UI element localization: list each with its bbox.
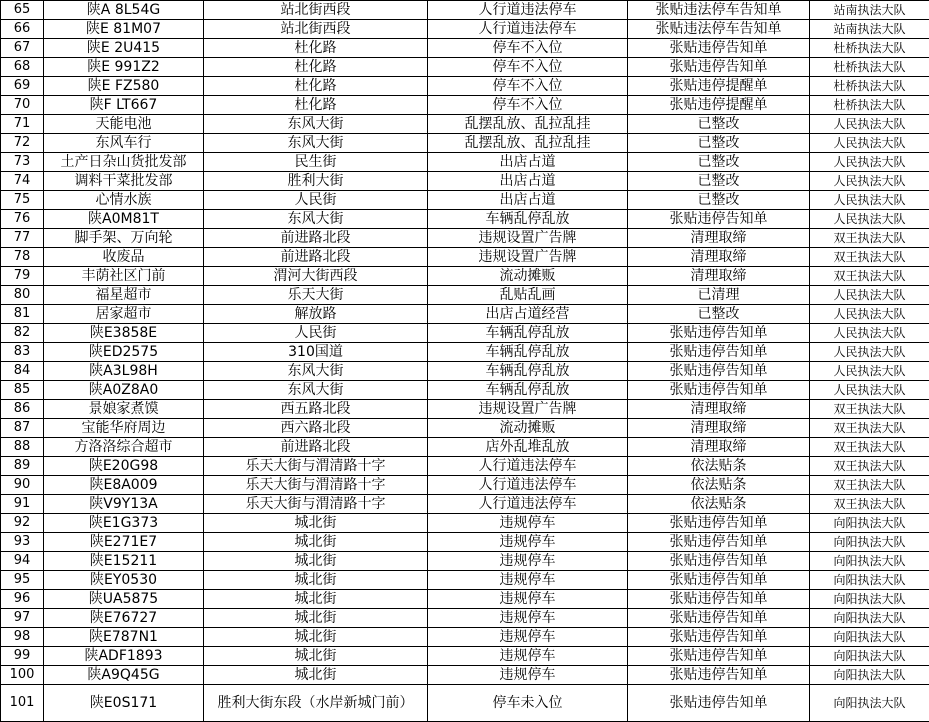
action-cell: 张贴违停告知单 xyxy=(628,666,810,685)
issue-cell: 流动摊贩 xyxy=(428,419,628,438)
issue-cell: 违规停车 xyxy=(428,514,628,533)
team-cell: 人民执法大队 xyxy=(810,115,929,134)
row-number-cell: 74 xyxy=(1,172,44,191)
action-cell: 张贴违停告知单 xyxy=(628,571,810,590)
row-number-cell: 73 xyxy=(1,153,44,172)
subject-cell: 心情水族 xyxy=(44,191,204,210)
team-cell: 双王执法大队 xyxy=(810,476,929,495)
action-cell: 张贴违停告知单 xyxy=(628,628,810,647)
table-row xyxy=(1,134,929,153)
action-cell: 清理取缔 xyxy=(628,400,810,419)
row-number-cell: 69 xyxy=(1,77,44,96)
table-row xyxy=(1,362,929,381)
table-row xyxy=(1,115,929,134)
location-cell: 城北街 xyxy=(204,590,428,609)
action-cell: 已清理 xyxy=(628,286,810,305)
issue-cell: 违规停车 xyxy=(428,609,628,628)
subject-cell: 陕EY0530 xyxy=(44,571,204,590)
location-cell: 西五路北段 xyxy=(204,400,428,419)
row-number-cell: 100 xyxy=(1,666,44,685)
issue-cell: 出店占道 xyxy=(428,153,628,172)
table-row xyxy=(1,514,929,533)
action-cell: 张贴违停告知单 xyxy=(628,552,810,571)
subject-cell: 土产日杂山货批发部 xyxy=(44,153,204,172)
subject-cell: 景娘家煮馍 xyxy=(44,400,204,419)
action-cell: 已整改 xyxy=(628,153,810,172)
team-cell: 双王执法大队 xyxy=(810,267,929,286)
issue-cell: 违规设置广告牌 xyxy=(428,248,628,267)
issue-cell: 出店占道经营 xyxy=(428,305,628,324)
row-number-cell: 94 xyxy=(1,552,44,571)
row-number-cell: 77 xyxy=(1,229,44,248)
location-cell: 杜化路 xyxy=(204,39,428,58)
table-row xyxy=(1,476,929,495)
table-row xyxy=(1,58,929,77)
subject-cell: 陕F LT667 xyxy=(44,96,204,115)
action-cell: 张贴违停告知单 xyxy=(628,685,810,722)
issue-cell: 停车不入位 xyxy=(428,96,628,115)
team-cell: 站南执法大队 xyxy=(810,20,929,39)
table-row xyxy=(1,20,929,39)
action-cell: 清理取缔 xyxy=(628,419,810,438)
subject-cell: 天能电池 xyxy=(44,115,204,134)
action-cell: 张贴违停告知单 xyxy=(628,343,810,362)
team-cell: 双王执法大队 xyxy=(810,229,929,248)
subject-cell: 居家超市 xyxy=(44,305,204,324)
subject-cell: 陕A 8L54G xyxy=(44,1,204,20)
location-cell: 东风大街 xyxy=(204,381,428,400)
team-cell: 向阳执法大队 xyxy=(810,552,929,571)
row-number-cell: 81 xyxy=(1,305,44,324)
issue-cell: 出店占道 xyxy=(428,172,628,191)
subject-cell: 陕E3858E xyxy=(44,324,204,343)
team-cell: 人民执法大队 xyxy=(810,191,929,210)
action-cell: 已整改 xyxy=(628,115,810,134)
team-cell: 人民执法大队 xyxy=(810,381,929,400)
subject-cell: 陕E76727 xyxy=(44,609,204,628)
table-row xyxy=(1,400,929,419)
issue-cell: 车辆乱停乱放 xyxy=(428,362,628,381)
issue-cell: 车辆乱停乱放 xyxy=(428,381,628,400)
team-cell: 向阳执法大队 xyxy=(810,685,929,722)
subject-cell: 陕E 2U415 xyxy=(44,39,204,58)
action-cell: 张贴违停告知单 xyxy=(628,58,810,77)
location-cell: 310国道 xyxy=(204,343,428,362)
location-cell: 站北街西段 xyxy=(204,1,428,20)
row-number-cell: 92 xyxy=(1,514,44,533)
row-number-cell: 88 xyxy=(1,438,44,457)
row-number-cell: 82 xyxy=(1,324,44,343)
row-number-cell: 70 xyxy=(1,96,44,115)
action-cell: 已整改 xyxy=(628,191,810,210)
action-cell: 张贴违停告知单 xyxy=(628,362,810,381)
issue-cell: 违规停车 xyxy=(428,533,628,552)
team-cell: 人民执法大队 xyxy=(810,343,929,362)
row-number-cell: 99 xyxy=(1,647,44,666)
table-row xyxy=(1,324,929,343)
row-number-cell: 68 xyxy=(1,58,44,77)
subject-cell: 陕E1G373 xyxy=(44,514,204,533)
team-cell: 人民执法大队 xyxy=(810,362,929,381)
issue-cell: 停车不入位 xyxy=(428,77,628,96)
row-number-cell: 89 xyxy=(1,457,44,476)
action-cell: 已整改 xyxy=(628,134,810,153)
action-cell: 依法贴条 xyxy=(628,476,810,495)
row-number-cell: 97 xyxy=(1,609,44,628)
table-row xyxy=(1,248,929,267)
row-number-cell: 84 xyxy=(1,362,44,381)
location-cell: 城北街 xyxy=(204,628,428,647)
table-row xyxy=(1,552,929,571)
subject-cell: 陕E0S171 xyxy=(44,685,204,722)
action-cell: 张贴违停告知单 xyxy=(628,210,810,229)
issue-cell: 车辆乱停乱放 xyxy=(428,343,628,362)
row-number-cell: 79 xyxy=(1,267,44,286)
location-cell: 东风大街 xyxy=(204,134,428,153)
row-number-cell: 86 xyxy=(1,400,44,419)
location-cell: 东风大街 xyxy=(204,210,428,229)
table-row xyxy=(1,438,929,457)
location-cell: 西六路北段 xyxy=(204,419,428,438)
table-row xyxy=(1,191,929,210)
team-cell: 人民执法大队 xyxy=(810,210,929,229)
issue-cell: 违规停车 xyxy=(428,571,628,590)
team-cell: 双王执法大队 xyxy=(810,419,929,438)
action-cell: 清理取缔 xyxy=(628,438,810,457)
team-cell: 杜桥执法大队 xyxy=(810,77,929,96)
team-cell: 向阳执法大队 xyxy=(810,609,929,628)
team-cell: 站南执法大队 xyxy=(810,1,929,20)
team-cell: 双王执法大队 xyxy=(810,495,929,514)
subject-cell: 陕E 991Z2 xyxy=(44,58,204,77)
row-number-cell: 91 xyxy=(1,495,44,514)
team-cell: 双王执法大队 xyxy=(810,457,929,476)
records-table-body xyxy=(1,1,929,722)
team-cell: 向阳执法大队 xyxy=(810,571,929,590)
row-number-cell: 72 xyxy=(1,134,44,153)
table-row xyxy=(1,267,929,286)
subject-cell: 陕E15211 xyxy=(44,552,204,571)
location-cell: 城北街 xyxy=(204,571,428,590)
table-row xyxy=(1,685,929,722)
table-row xyxy=(1,305,929,324)
subject-cell: 脚手架、万向轮 xyxy=(44,229,204,248)
subject-cell: 陕E FZ580 xyxy=(44,77,204,96)
team-cell: 向阳执法大队 xyxy=(810,647,929,666)
issue-cell: 店外乱堆乱放 xyxy=(428,438,628,457)
subject-cell: 陕E271E7 xyxy=(44,533,204,552)
action-cell: 张贴违停告知单 xyxy=(628,533,810,552)
team-cell: 杜桥执法大队 xyxy=(810,58,929,77)
location-cell: 东风大街 xyxy=(204,362,428,381)
action-cell: 张贴违停告知单 xyxy=(628,590,810,609)
location-cell: 胜利大街东段（水岸新城门前） xyxy=(204,685,428,722)
table-row xyxy=(1,419,929,438)
subject-cell: 陕ADF1893 xyxy=(44,647,204,666)
table-row xyxy=(1,286,929,305)
team-cell: 人民执法大队 xyxy=(810,134,929,153)
subject-cell: 陕E787N1 xyxy=(44,628,204,647)
issue-cell: 车辆乱停乱放 xyxy=(428,210,628,229)
table-row xyxy=(1,210,929,229)
location-cell: 城北街 xyxy=(204,552,428,571)
subject-cell: 福星超市 xyxy=(44,286,204,305)
action-cell: 张贴违停告知单 xyxy=(628,647,810,666)
row-number-cell: 93 xyxy=(1,533,44,552)
subject-cell: 丰荫社区门前 xyxy=(44,267,204,286)
issue-cell: 违规设置广告牌 xyxy=(428,229,628,248)
issue-cell: 停车未入位 xyxy=(428,685,628,722)
location-cell: 民生街 xyxy=(204,153,428,172)
action-cell: 张贴违停提醒单 xyxy=(628,96,810,115)
location-cell: 胜利大街 xyxy=(204,172,428,191)
table-row xyxy=(1,495,929,514)
team-cell: 向阳执法大队 xyxy=(810,514,929,533)
table-row xyxy=(1,457,929,476)
action-cell: 张贴违停告知单 xyxy=(628,609,810,628)
issue-cell: 违规停车 xyxy=(428,628,628,647)
issue-cell: 人行道违法停车 xyxy=(428,20,628,39)
location-cell: 城北街 xyxy=(204,666,428,685)
subject-cell: 方洛洛综合超市 xyxy=(44,438,204,457)
action-cell: 张贴违法停车告知单 xyxy=(628,1,810,20)
action-cell: 清理取缔 xyxy=(628,248,810,267)
team-cell: 人民执法大队 xyxy=(810,286,929,305)
table-row xyxy=(1,647,929,666)
location-cell: 人民街 xyxy=(204,324,428,343)
issue-cell: 乱摆乱放、乱拉乱挂 xyxy=(428,134,628,153)
table-row xyxy=(1,343,929,362)
team-cell: 向阳执法大队 xyxy=(810,666,929,685)
issue-cell: 人行道违法停车 xyxy=(428,495,628,514)
location-cell: 前进路北段 xyxy=(204,438,428,457)
table-row xyxy=(1,77,929,96)
location-cell: 杜化路 xyxy=(204,77,428,96)
action-cell: 清理取缔 xyxy=(628,267,810,286)
team-cell: 人民执法大队 xyxy=(810,324,929,343)
issue-cell: 出店占道 xyxy=(428,191,628,210)
subject-cell: 收废品 xyxy=(44,248,204,267)
subject-cell: 陕A9Q45G xyxy=(44,666,204,685)
subject-cell: 陕E 81M07 xyxy=(44,20,204,39)
location-cell: 杜化路 xyxy=(204,58,428,77)
action-cell: 张贴违法停车告知单 xyxy=(628,20,810,39)
location-cell: 人民街 xyxy=(204,191,428,210)
issue-cell: 人行道违法停车 xyxy=(428,476,628,495)
subject-cell: 陕E8A009 xyxy=(44,476,204,495)
action-cell: 张贴违停提醒单 xyxy=(628,77,810,96)
action-cell: 已整改 xyxy=(628,305,810,324)
row-number-cell: 95 xyxy=(1,571,44,590)
issue-cell: 违规停车 xyxy=(428,666,628,685)
issue-cell: 停车不入位 xyxy=(428,39,628,58)
location-cell: 乐天大街与渭清路十字 xyxy=(204,457,428,476)
location-cell: 城北街 xyxy=(204,533,428,552)
team-cell: 向阳执法大队 xyxy=(810,590,929,609)
team-cell: 人民执法大队 xyxy=(810,172,929,191)
row-number-cell: 78 xyxy=(1,248,44,267)
table-row xyxy=(1,628,929,647)
team-cell: 杜桥执法大队 xyxy=(810,39,929,58)
team-cell: 向阳执法大队 xyxy=(810,533,929,552)
location-cell: 站北街西段 xyxy=(204,20,428,39)
subject-cell: 调料干菜批发部 xyxy=(44,172,204,191)
location-cell: 城北街 xyxy=(204,514,428,533)
row-number-cell: 98 xyxy=(1,628,44,647)
issue-cell: 流动摊贩 xyxy=(428,267,628,286)
team-cell: 人民执法大队 xyxy=(810,153,929,172)
issue-cell: 停车不入位 xyxy=(428,58,628,77)
action-cell: 张贴违停告知单 xyxy=(628,381,810,400)
row-number-cell: 80 xyxy=(1,286,44,305)
location-cell: 东风大街 xyxy=(204,115,428,134)
table-row xyxy=(1,1,929,20)
issue-cell: 乱摆乱放、乱拉乱挂 xyxy=(428,115,628,134)
table-row xyxy=(1,172,929,191)
team-cell: 双王执法大队 xyxy=(810,248,929,267)
issue-cell: 人行道违法停车 xyxy=(428,1,628,20)
issue-cell: 违规停车 xyxy=(428,552,628,571)
row-number-cell: 66 xyxy=(1,20,44,39)
team-cell: 向阳执法大队 xyxy=(810,628,929,647)
issue-cell: 乱贴乱画 xyxy=(428,286,628,305)
location-cell: 前进路北段 xyxy=(204,229,428,248)
action-cell: 依法贴条 xyxy=(628,457,810,476)
subject-cell: 陕A3L98H xyxy=(44,362,204,381)
table-row xyxy=(1,96,929,115)
subject-cell: 陕ED2575 xyxy=(44,343,204,362)
location-cell: 杜化路 xyxy=(204,96,428,115)
team-cell: 杜桥执法大队 xyxy=(810,96,929,115)
location-cell: 乐天大街与渭清路十字 xyxy=(204,495,428,514)
row-number-cell: 87 xyxy=(1,419,44,438)
location-cell: 乐天大街 xyxy=(204,286,428,305)
action-cell: 张贴违停告知单 xyxy=(628,324,810,343)
action-cell: 已整改 xyxy=(628,172,810,191)
subject-cell: 陕A0M81T xyxy=(44,210,204,229)
row-number-cell: 101 xyxy=(1,685,44,722)
team-cell: 双王执法大队 xyxy=(810,438,929,457)
issue-cell: 车辆乱停乱放 xyxy=(428,324,628,343)
row-number-cell: 76 xyxy=(1,210,44,229)
subject-cell: 东风车行 xyxy=(44,134,204,153)
table-row xyxy=(1,571,929,590)
team-cell: 人民执法大队 xyxy=(810,305,929,324)
location-cell: 城北街 xyxy=(204,647,428,666)
subject-cell: 陕V9Y13A xyxy=(44,495,204,514)
action-cell: 张贴违停告知单 xyxy=(628,39,810,58)
table-row xyxy=(1,153,929,172)
row-number-cell: 65 xyxy=(1,1,44,20)
subject-cell: 陕UA5875 xyxy=(44,590,204,609)
row-number-cell: 85 xyxy=(1,381,44,400)
row-number-cell: 96 xyxy=(1,590,44,609)
row-number-cell: 75 xyxy=(1,191,44,210)
table-row xyxy=(1,381,929,400)
table-row xyxy=(1,229,929,248)
action-cell: 依法贴条 xyxy=(628,495,810,514)
row-number-cell: 67 xyxy=(1,39,44,58)
table-row xyxy=(1,590,929,609)
table-row xyxy=(1,39,929,58)
row-number-cell: 90 xyxy=(1,476,44,495)
team-cell: 双王执法大队 xyxy=(810,400,929,419)
location-cell: 城北街 xyxy=(204,609,428,628)
issue-cell: 人行道违法停车 xyxy=(428,457,628,476)
action-cell: 清理取缔 xyxy=(628,229,810,248)
location-cell: 乐天大街与渭清路十字 xyxy=(204,476,428,495)
row-number-cell: 83 xyxy=(1,343,44,362)
row-number-cell: 71 xyxy=(1,115,44,134)
table-row xyxy=(1,666,929,685)
issue-cell: 违规停车 xyxy=(428,590,628,609)
issue-cell: 违规停车 xyxy=(428,647,628,666)
subject-cell: 宝能华府周边 xyxy=(44,419,204,438)
location-cell: 前进路北段 xyxy=(204,248,428,267)
location-cell: 解放路 xyxy=(204,305,428,324)
location-cell: 渭河大街西段 xyxy=(204,267,428,286)
table-row xyxy=(1,609,929,628)
subject-cell: 陕E20G98 xyxy=(44,457,204,476)
table-row xyxy=(1,533,929,552)
action-cell: 张贴违停告知单 xyxy=(628,514,810,533)
subject-cell: 陕A0Z8A0 xyxy=(44,381,204,400)
issue-cell: 违规设置广告牌 xyxy=(428,400,628,419)
